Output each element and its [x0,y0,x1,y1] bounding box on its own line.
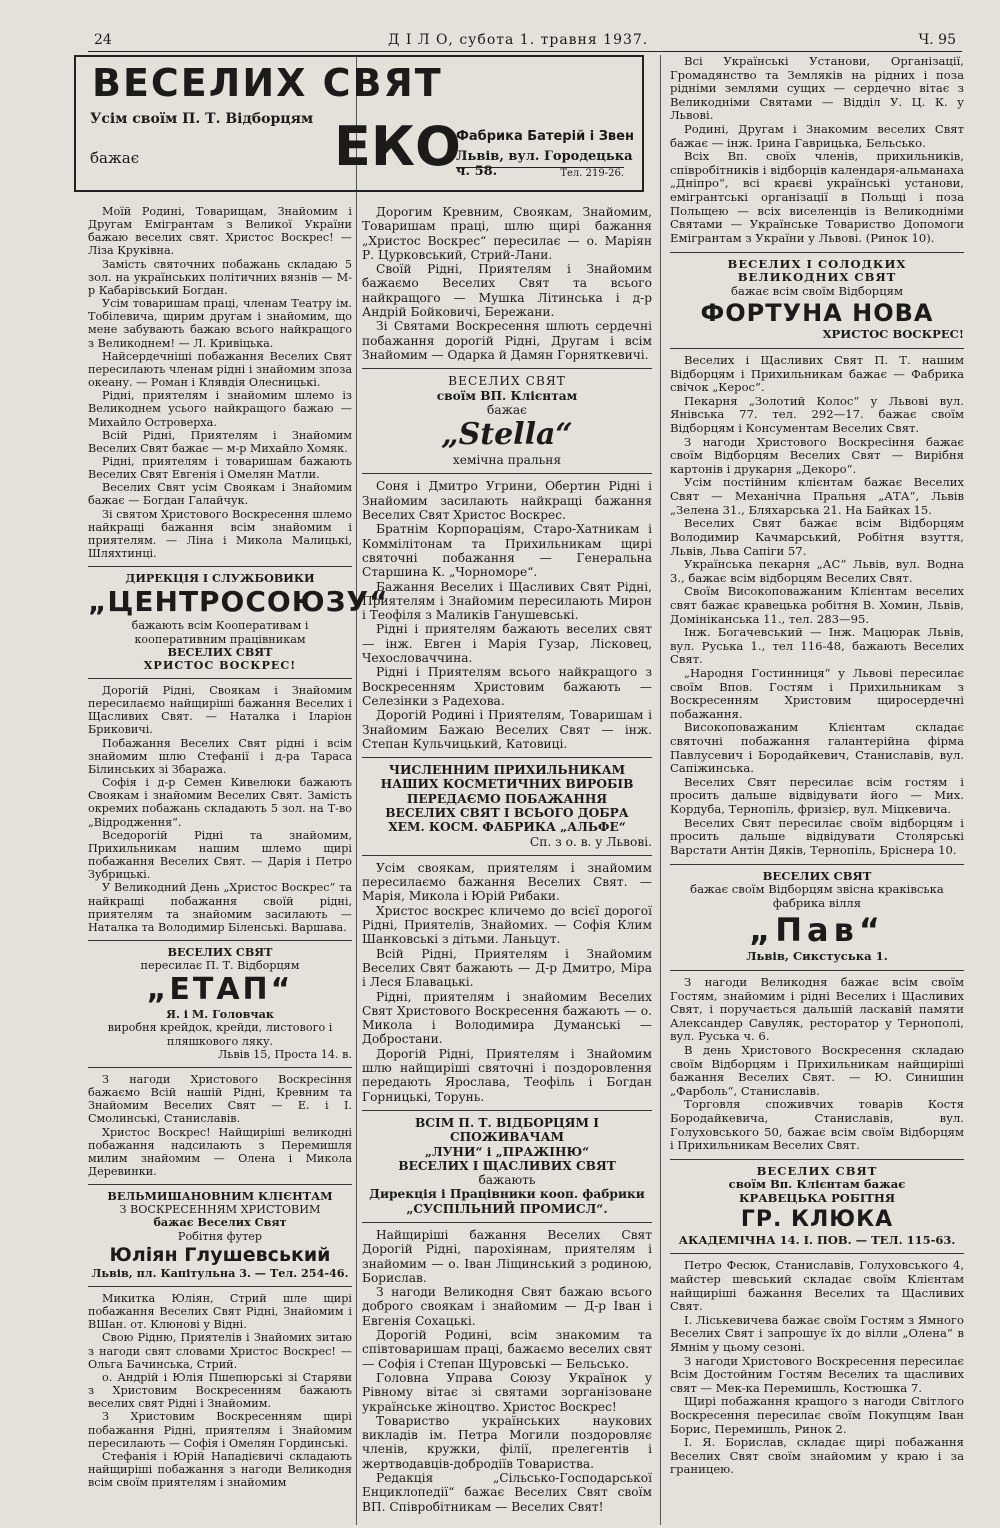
ad-brand: ЕКО [334,115,461,178]
page-number: 24 [94,32,112,48]
ad-phone: Тел. 219-26. [456,167,624,179]
notice: Найсердечніші побажання Веселих Свят пересилають членам рідні і знайомим зпоза океану. — Роман і Клявдія Олесницькі. [88,349,352,390]
ad-brand: „ЦЕНТРОСОЮЗУ“ [88,585,389,619]
ad-text: ВЕСЕЛИХ СВЯТ І ВСЬОГО ДОБРА [385,805,629,820]
notice: Бажання Веселих і Щасливих Свят Рідні, Приятелям і Знайомим пересилають Мирон і Теофіля з Маликів Ганушевські. [362,579,652,623]
notice: Усім постійним клієнтам бажає Веселих Свят — Механічна Пральня „АТА“, Львів „Зелена 31., Бляхарська 21. На Байках 15. [670,475,964,517]
notices-group [88,205,352,560]
ad-text: бажають [478,1173,536,1188]
notice: Замість святочних побажань складаю 5 зол. на українських політичних вязнів — М-р Кабарівський Богдан. [88,257,352,297]
notice: о. Андрій і Юлія Пшепюрські зі Старяви з Христовим Воскресенням бажають веселих свят Рідні і Знайомим. [88,1370,352,1411]
ad-text: „СУСПІЛЬНИЙ ПРОМИСЛ“. [406,1201,608,1216]
notice: Зі святом Христового Воскресення шлемо найкращі бажання всім знайомим і приятелям. — Ліна і Микола Малицькі, Шляхтинці. [88,507,352,561]
ad-text: Львів, пл. Капітульна 3. — Тел. 254-46. [91,1265,349,1280]
glushevsky-advertisement [88,1190,352,1280]
notice: Товариство українських наукових викладів ім. Петра Могили поздоровляє членів, кружки, філії, прелегентів і жертводавців-добродіїв Товариства. [362,1413,652,1471]
ad-text: З ВОСКРЕСЕННЯМ ХРИСТОВИМ [119,1203,321,1217]
notices-group [88,1073,352,1178]
ad-text: ВЕСЕЛИХ І ЩАСЛИВИХ СВЯТ [398,1158,616,1173]
notice: З Христовим Воскресенням щирі побажання Рідні, приятелям і Знайомим пересилають — Софія і Омелян Гординські. [88,1410,352,1450]
issue-number: Ч. 95 [918,32,956,48]
notices-group [88,1292,352,1489]
notice: Рідні і Приятелям всього найкращого з Воскресенням Христовим бажають — Селезінки з Радехова. [362,665,652,708]
notice: Пекарня „Золотий Колос“ у Львові вул. Янівська 77. тел. 292—17. бажає своїм Відборцям і Консументам Веселих Свят. [670,393,964,436]
alfe-advertisement [362,763,652,849]
ad-text: бажає Веселих Свят [153,1215,287,1230]
notice: Дорогій Рідні, Приятелям і Знайомим шлю найщиріші святочні і поздоровлення передають Ярослава, Теофіль і Богдан Горницькі, Торунь. [362,1046,652,1104]
notice: Софія і д-р Семен Кивелюки бажають Своякам і знайомим Веселих Свят. Замість окремих побажань складають 5 зол. на Т-во „Відродження“. [88,776,352,829]
notice: Рідні, приятелям і знайомим Веселих Свят Христового Воскресення бажають — о. Микола і Володимира Думанські — Добростани. [362,989,652,1047]
eko-advertisement [74,55,644,192]
notice: Свою Рідню, Приятелів і Знайомих зитаю з нагоди свят словами Христос Воскрес! — Ольга Бачинська, Стрий. [88,1331,352,1371]
notice: Христос Воскрес! Найщиріші великодні побажання надсилають з Перемишля милим знайомим — Олена і Микола Деревинки. [88,1125,352,1178]
column-left [88,205,389,1490]
pav-advertisement [670,870,964,964]
notice: Соня і Дмитро Угрини, Обертин Рідні і Знайомим засилають найкращі бажання Веселих Свят Христос Воскрес. [362,479,652,523]
notice: Головна Управа Союзу Українок у Рівному вітає зі святами зорганізоване українське жіноцтво. Христос Воскрес! [362,1370,652,1414]
notice: Дорогій Родині, всім знакомим та співтоваришам праці, бажаємо веселих свят — Софія і Степан Щуровські — Бельсько. [362,1328,652,1371]
column-rule [356,55,357,1525]
stella-advertisement [362,374,652,467]
ad-text: Я. і М. Головчак [166,1007,274,1022]
notice: Найщиріші бажання Веселих Свят Дорогій Рідні, парохіянам, приятелям і знайомим — о. Іван Ліщинський з родиною, Борислав. [362,1228,652,1285]
notice: Родині, Другам і Знакомим веселих Свят бажає — інж. Ірина Гаврицька, Бельсько. [670,122,964,150]
ad-text: Сп. з о. в. у Львові. [529,834,652,849]
ad-text: Робітня футер [177,1229,263,1243]
notice: І. Я. Борислав, складає щирі побажання Веселих Свят своїм знайомим у краю і за границею. [670,1435,964,1477]
notice: Редакція „Сільсько-Господарської Енциклопедії“ бажає Веселих Свят своїм ВП. Співробітникам — Веселих Свят! [362,1471,652,1514]
ad-text: ВЕЛЬМИШАНОВНИМ КЛІЄНТАМ [107,1189,333,1204]
notices-group [670,1259,964,1477]
notice: З нагоди Христового Воскресення пересилає Всім Достойним Гостям Веселих та щасливих свят — Мек-ка Перемишль, Костюшка 7. [670,1353,964,1395]
notices-group [362,479,652,751]
ad-text: ЧИСЛЕННИМ ПРИХИЛЬНИКАМ НАШИХ КОСМЕТИЧНИХ ВИРОБІВ ПЕРЕДАЄМО ПОБАЖАННЯ [380,763,634,806]
notice: І. Ліськевичева бажає своїм Гостям з Ямного Веселих Свят і запрошує їх до вілли „Олена“ в Ямнім у цьому сезоні. [670,1312,964,1354]
ad-text: ВЕСЕЛИХ СВЯТ [756,1163,878,1178]
notice: Своїй Рідні, Приятелям і Знайомим бажаємо Веселих Свят та всього найкращого — Мушка Літинська і д-р Андрій Бойковичі, Бережани. [362,262,652,320]
ad-text: ВЕСЕЛИХ СВЯТ [167,644,273,659]
ad-text: АКАДЕМІЧНА 14. І. ПОВ. — ТЕЛ. 115-63. [678,1232,956,1247]
ad-text: ХРИСТОС ВОСКРЕС! [143,657,297,672]
notice: Побажання Веселих Свят рідні і всім знайомим шлю Стефанії і д-ра Тараса Білинських зі Збаража. [88,736,352,776]
column-middle [362,205,652,1514]
notices-group [362,861,652,1104]
ad-text: „ЛУНИ“ і „ПРАЖІНЮ“ [424,1144,590,1159]
column-rule [660,55,661,1525]
ad-brand: „Пав“ [749,911,885,950]
notice: Братнім Корпораціям, Старо-Хатникам і Коммілітонам та Прихильникам щирі святочні побажання — Генеральна Старшина К. „Чорноморе“. [362,522,652,580]
masthead-date: Д І Л О, субота 1. травня 1937. [388,32,649,48]
ad-text: ВЕСЕЛИХ СВЯТ [762,868,872,883]
notice: Усім товаришам праці, членам Театру ім. Тобілевича, щирим другам і знайомим, що мене забувають бажаю всього найкращого з Великоднем! — Л. Кривіцька. [88,297,352,350]
notices-group [88,684,352,934]
notice: Всі Українські Установи, Організації, Громадянство та Землякiв на рідних і поза рідніми землями сущих — сердечно вітає з Великодніми Святами — Відділ У. Ц. К. у Львові. [670,54,964,123]
ad-brand: ГР. КЛЮКА [740,1206,894,1232]
notices-group [670,354,964,858]
ad-text: Львів, вул. Городецька ч. 58. [456,149,633,179]
ad-brand: ФОРТУНА НОВА [700,299,934,328]
fortuna-nova-advertisement [670,258,964,342]
ad-text: ВЕСЕЛИХ СВЯТ [448,374,566,389]
ad-text: хемічна пральня [452,453,562,468]
notice: Веселих Свят пересилає своїм відборцям і просить дальше відвідувати Столярські Варстати Антін Дяків, Тернопіль, Бріснера 10. [670,815,964,857]
notices-group [670,976,964,1153]
ad-text: Дирекція і Працівники кооп. фабрики [369,1187,645,1202]
notices-group [362,1228,652,1514]
centrosoyuz-advertisement [88,571,389,672]
notice: Петро Фесюк, Станиславів, Голуховського 4, майстер шевський складає своїм Клієнтам найщиріші бажання Веселих та Щасливих Свят. [670,1258,964,1314]
suspilny-promysl-advertisement [362,1116,652,1216]
notice: Інж. Богачевський — Інж. Мацюрак Львів, вул. Руська 1., тел 116-48, бажають Веселих Свят. [670,625,964,667]
ad-text: виробня крейдок, крейди, листового і пляшкового ляку. [107,1021,333,1048]
notice: Дорогим Кревним, Своякам, Знайомим, Товаришам праці, шлю щирі бажання „Христос Воскрес“ пересилає — о. Маріян Р. Цурковський, Стрий-Лани. [362,205,652,262]
notice: З нагоди Великодня бажає всім своїм Гостям, знайомим і рідні Веселих і Щасливих Свят, і поручається дальшій ласкавій памяти Александер Савуляк, ресторатор у Тернополі, вул. Руська ч. 6. [670,974,964,1044]
ad-text: бажає [90,149,140,167]
notice: Всій Рідні, Приятелям і Знайомим Веселих Свят бажає — м-р Михайло Хомяк. [88,428,352,455]
ad-text: Львів, Сикстуська 1. [746,949,888,964]
ad-text: Фабрика Батерій і Звен [456,129,634,144]
ad-brand: „Stella“ [441,417,573,453]
ad-text: ХРИСТОС ВОСКРЕС! [822,327,964,342]
notice: Стефанія і Юрій Нападієвичі складають найщиріші побажання з нагоди Великодня всім своїм приятелям і знайомим [88,1449,352,1490]
notices-group [362,205,652,362]
notice: Вседорогій Рідні та знайомим, Прихильникам нашим шлемо щирі побажання Веселих Свят. — Дарія і Петро Зубрицькі. [88,828,352,882]
notice: Щирі побажання кращого з нагоди Світлого Воскресення пересилає своїм Покупцям Іван Борис, Перемишль, Ринок 2. [670,1394,964,1436]
ad-brand: Юліян Глушевський [109,1243,331,1266]
notice: Дорогій Родині і Приятелям, Товаришам і Знайомим Бажаю Веселих Свят — інж. Степан Кульчицький, Катовиці. [362,708,652,751]
page-header [88,31,962,52]
notice: З нагоди Великодня Свят бажаю всього доброго своякам і знайомим — Д-р Іван і Евгенія Сохацькі. [362,1285,652,1328]
notice: Рідні, приятелям і знайомим шлемо із Великоднем усього найкращого бажаю — Михайло Островерха. [88,389,352,429]
notice: Усім своякам, приятелям і знайомим пересилаємо бажання Веселих Свят. — Марія, Микола і Юрій Рибаки. [362,860,652,904]
ad-text: бажають всім Кооперативам і кооперативним працівникам [131,619,309,646]
notice: Зі Святами Воскресення шлють сердечні побажання дорогій Рідні, Другам і всім Знайомим — Одарка й Дамян Горняткевичі. [362,319,652,362]
ad-text: Усім своїм П. Т. Відборцям [90,111,314,127]
notice: Веселих і Щасливих Свят П. Т. нашим Відборцям і Прихильникам бажає — Фабрика свічок „Керос“. [670,352,964,395]
ad-text: ХЕМ. КОСМ. ФАБРИКА „АЛЬФЕ“ [388,820,626,835]
ad-text: КРАВЕЦЬКА РОБІТНЯ [738,1191,896,1206]
ad-text: ДИРЕКЦІЯ І СЛУЖБОВИКИ [125,571,315,586]
ad-text: своїм Вп. Клієнтам бажає [728,1177,906,1192]
ad-text: бажає [487,402,527,417]
ad-brand: „ЕТАП“ [146,972,294,1008]
notice: Високоповажаним Клієнтам складає святочні побажання галантерійна фірма Павлусевич і Бородайкевич, Станиславів, вул. Сапіжинська. [670,720,964,776]
notice: Дорогій Рідні, Своякам і Знайомим пересилаємо найщиріші бажання Веселих і Щасливих Свят. — Наталка і Іларіон Бриковичі. [88,684,352,737]
ad-text: ВЕСЕЛИХ І СОЛОДКИХ [727,256,907,271]
notice: Рідні і приятелям бажають веселих свят — інж. Евген і Марія Гузар, Лісковец, Чехословаччина. [362,622,652,666]
notice: Всіх Вп. своїх членів, прихильників, співробітників і відборців календаря-альманаха „Дніпро“, всі краєві українські установи, емігрантські організації в Польщі і поза Польщею — всіх виселенців із Великодніми Святами — Українське Товариство Допомоги Емігрантам з України у Львові. (Ринок 10). [670,149,964,245]
notice: Веселих Свят усім Своякам і Знайомим бажає — Богдан Галайчук. [88,481,352,508]
notice: Торговля споживчих товарів Костя Бородайкевича, Станиславів, вул. Голуховського 50, бажає всім своїм Відборцям і Прихильникам Веселих Свят. [670,1097,964,1153]
ad-text: бажає всім своїм Відборцям [730,283,904,298]
ad-text: ВСІМ П. Т. ВІДБОРЦЯМ І СПОЖИВАЧАМ [415,1115,599,1145]
notice: Моїй Родині, Товарищам, Знайомим і Другам Емігрантам з Великої України бажаю веселих свят. Христос Воскрес! — Ліза Круківна. [88,205,352,258]
notice: Веселих Свят пересилає всім гостям і просить дальше відвідувати його — Мих. Кордуба, Тернопіль, фризієр, вул. Міцкевича. [670,774,964,817]
ad-text: ВЕЛИКОДНИХ СВЯТ [737,270,897,285]
notice: З нагоди Христового Воскресіння бажає своїм Відборцям Веселих Свят — Вирібня картонів і друкарня „Декоро“. [670,434,964,476]
ad-text: своїм ВП. Клієнтам [436,388,578,403]
notices-group [670,55,964,246]
notice: В день Христового Воскресення складаю своїм Відборцям і Прихильникам найщиріші бажання Веселих Свят. — Ю. Синишин „Фарболь“, Станиславів. [670,1043,964,1098]
column-right [670,55,964,1477]
notice: „Народня Гостинниця“ у Львові пересилає своїм Впов. Гостям і Прихильникам з Воскресенням Христовим щиросердечні побажання. [670,665,964,721]
notice: З нагоди Христового Воскресіння бажаємо Всій нашій Рідні, Кревним та Знайомим Веселих Свят — Е. і І. Смолинські, Станиславів. [88,1072,352,1126]
ad-headline: ВЕСЕЛИХ СВЯТ [92,61,443,105]
etap-advertisement [88,946,352,1061]
notice: У Великодний День „Христос Воскрес“ та найкращі побажання своїй рідні, приятелям та знайомим засилають — Наталка та Володимир Біленські. Варшава. [88,881,352,934]
notice: Веселих Свят бажає всім Відборцям Володимир Качмарський, Робітня взуття, Львів, Льва Сапіги 57. [670,516,964,558]
ad-text: пересилає П. Т. Відборцям [140,959,300,973]
notice: Рідні, приятелям і товаришам бажають Веселих Свят Евгенія і Омелян Матли. [88,454,352,482]
ad-text: ВЕСЕЛИХ СВЯТ [167,944,273,959]
klyuka-advertisement [670,1165,964,1247]
notice: Микитка Юліян, Стрий шле щирі побажання Веселих Свят Рідні, Знайомим і ВШан. от. Клюнові у Відні. [88,1291,352,1332]
ad-text: бажає своїм Відборцям звісна краківська фабрика вілля [690,882,944,910]
notice: Всій Рідні, Приятелям і Знайомим Веселих Свят бажають — Д-р Дмитро, Міра і Леся Блавацькі. [362,946,652,990]
notice: Христос воскрес кличемо до всієї дорогої Рідні, Приятелів, Знайомих. — Софія Клим Шанковські з дітьми. Ланьцут. [362,903,652,947]
ad-text: Львів 15, Проста 14. в. [217,1047,352,1061]
notice: Своїм Високоповажаним Клієнтам веселих свят бажає кравецька робітня В. Хомин, Львів, Домініканська 11., тел. 283—95. [670,584,964,626]
notice: Українська пекарня „АС“ Львів, вул. Водна 3., бажає всім відборцям Веселих Свят. [670,557,964,585]
